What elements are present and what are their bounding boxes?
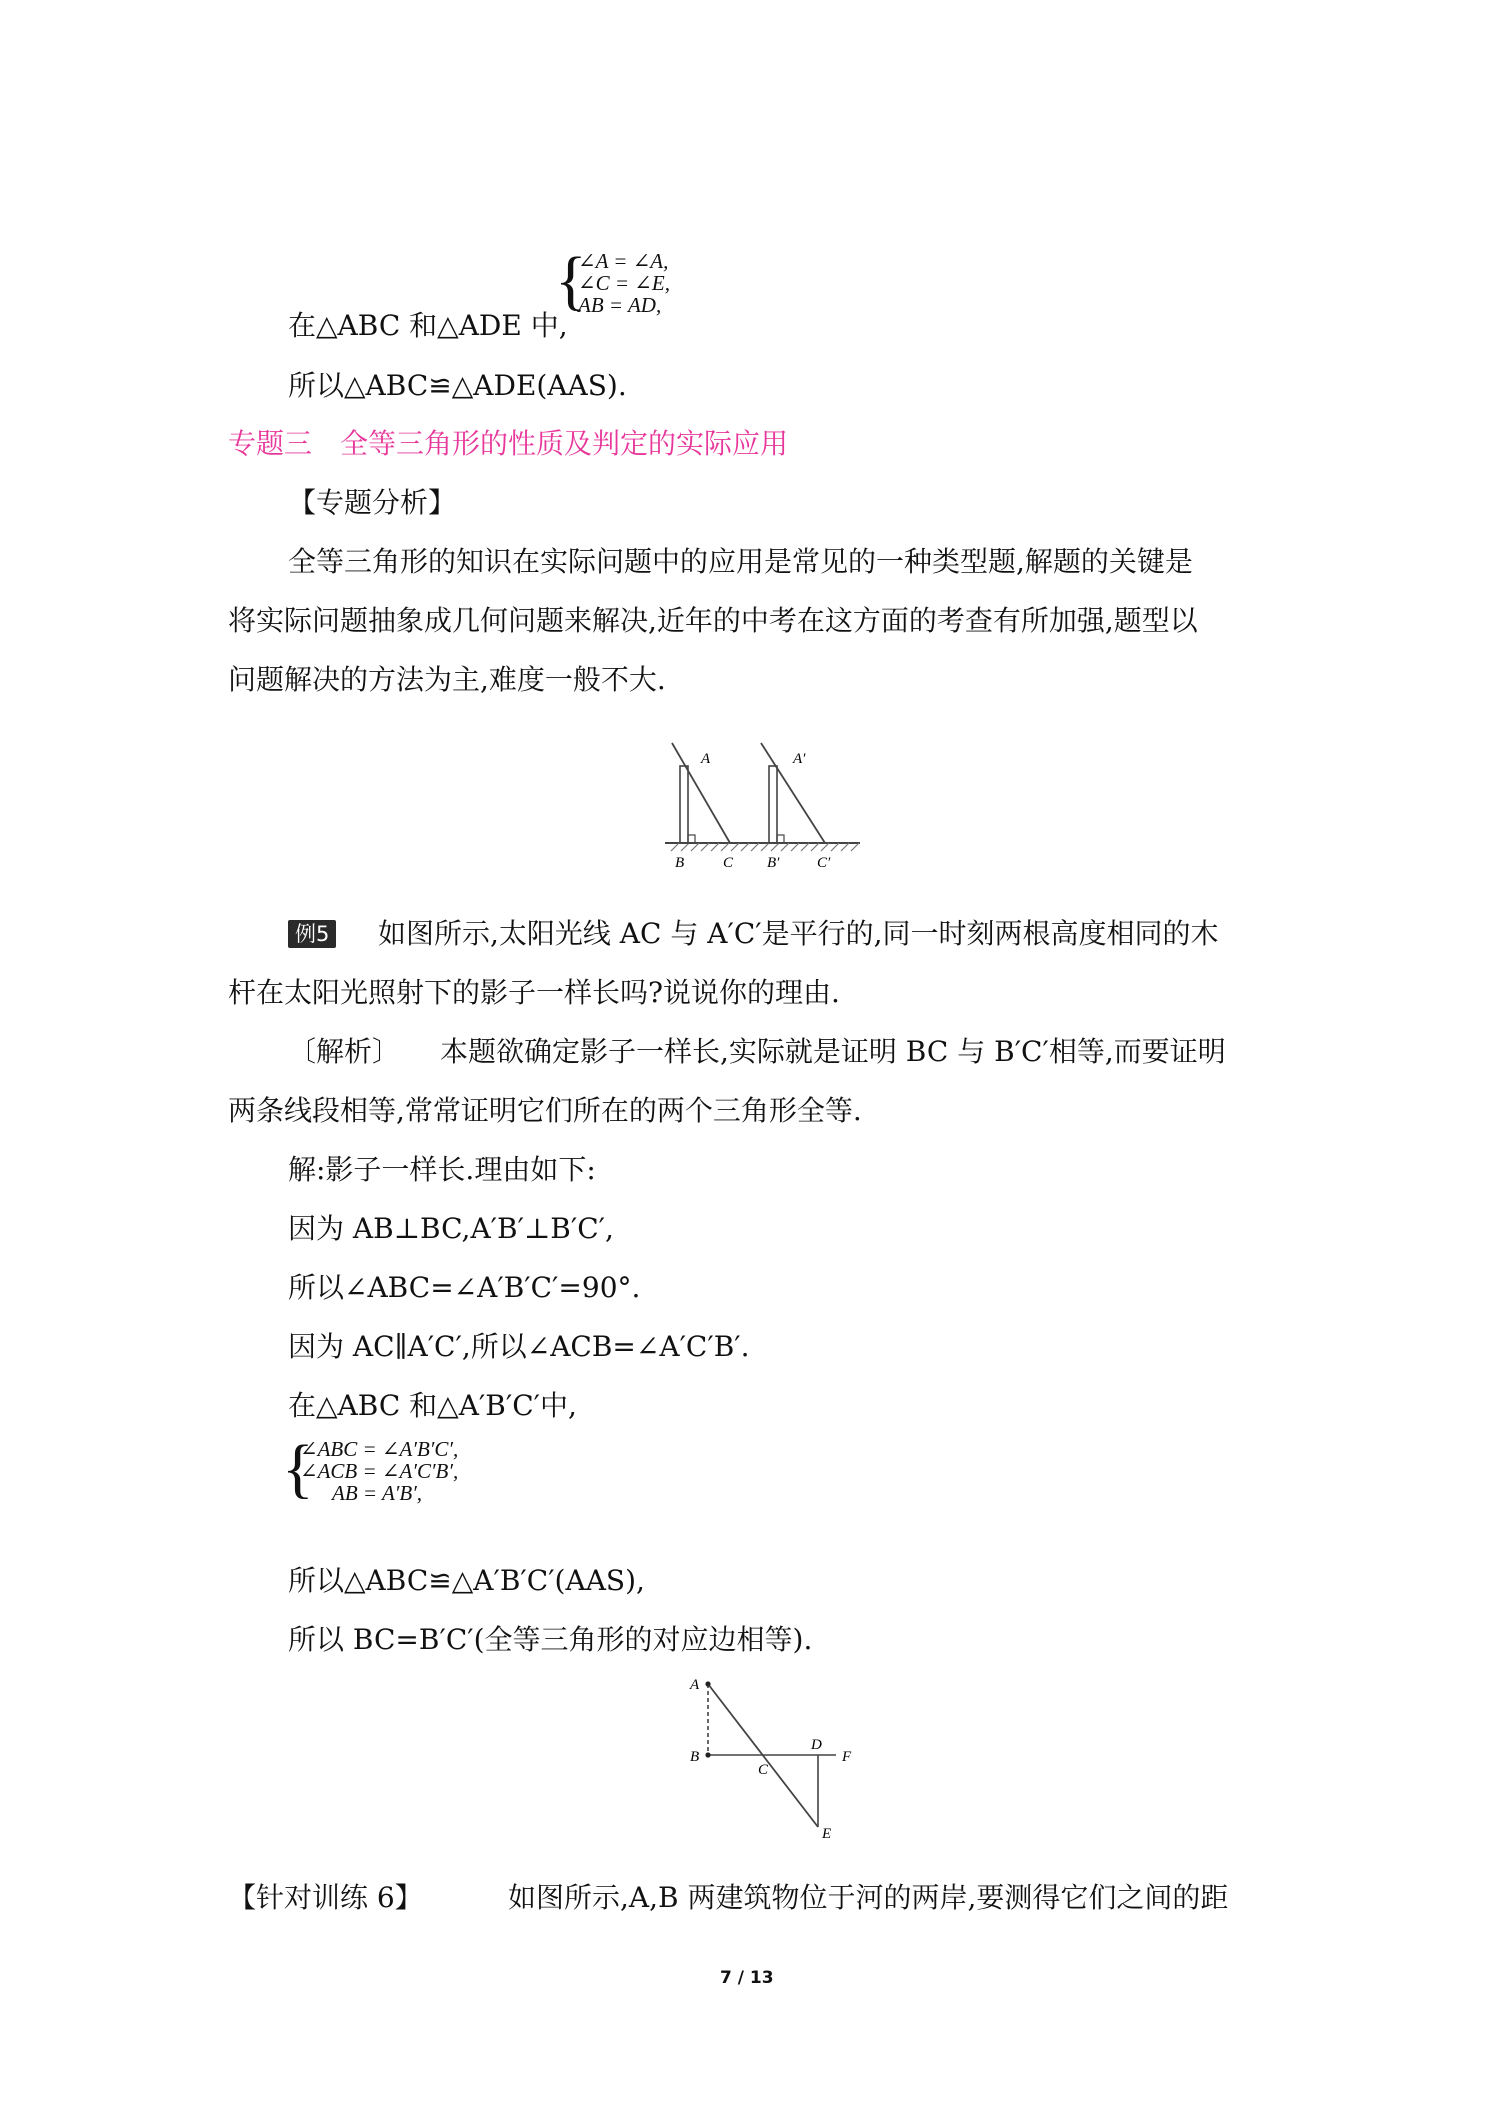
text-line: 所以△ABC≌△ADE(AAS).	[288, 369, 627, 402]
conclusion-line: 所以 BC=B′C′(全等三角形的对应边相等).	[288, 1623, 813, 1656]
point-label: A	[690, 1677, 700, 1693]
brace: {	[555, 244, 587, 317]
analysis-line: 两条线段相等,常常证明它们所在的两个三角形全等.	[228, 1094, 862, 1127]
equation-line: AB = A′B′,	[332, 1481, 423, 1505]
equation-system-1	[578, 250, 670, 316]
solution-line: 解:影子一样长.理由如下:	[288, 1153, 596, 1186]
point-label: A′	[793, 751, 806, 767]
solution-line: 因为 AC∥A′C′,所以∠ACB=∠A′C′B′.	[288, 1330, 750, 1363]
example-line: 如图所示,太阳光线 AC 与 A′C′是平行的,同一时刻两根高度相同的木	[378, 917, 1219, 950]
page-number: 7 / 13	[720, 1968, 774, 1988]
point-label: B	[690, 1749, 700, 1765]
brace: {	[282, 1432, 314, 1505]
shadow-figure	[665, 733, 865, 873]
point-label: A	[701, 751, 711, 767]
point-label: F	[842, 1749, 852, 1765]
point-label: C′	[817, 855, 831, 871]
equation-line: ∠ABC = ∠A′B′C′,	[300, 1437, 459, 1461]
equation-line: ∠ACB = ∠A′C′B′,	[300, 1459, 459, 1483]
example-line: 杆在太阳光照射下的影子一样长吗?说说你的理由.	[228, 976, 840, 1009]
conclusion-line: 所以△ABC≌△A′B′C′(AAS),	[288, 1564, 645, 1597]
equation-line: AB = AD,	[578, 293, 662, 317]
solution-line: 因为 AB⊥BC,A′B′⊥B′C′,	[288, 1212, 614, 1245]
equation-line: ∠C = ∠E,	[578, 271, 670, 295]
equation-system-2	[300, 1438, 458, 1504]
point-label: E	[822, 1826, 832, 1842]
solution-line: 在△ABC 和△A′B′C′中,	[288, 1389, 577, 1422]
point-label: C	[723, 855, 734, 871]
paragraph-line: 问题解决的方法为主,难度一般不大.	[228, 663, 666, 696]
point-label: B	[675, 855, 685, 871]
analysis-label: 〔解析〕	[288, 1035, 401, 1068]
point-label: C	[758, 1762, 769, 1778]
solution-line: 所以∠ABC=∠A′B′C′=90°.	[288, 1271, 641, 1304]
river-figure	[688, 1672, 878, 1842]
example-title-row	[288, 915, 336, 948]
analysis-label: 【专题分析】	[288, 486, 457, 519]
training-line: 如图所示,A,B 两建筑物位于河的两岸,要测得它们之间的距	[508, 1881, 1229, 1914]
text-line: 在△ABC 和△ADE 中,	[288, 309, 568, 342]
training-label: 【针对训练 6】	[228, 1881, 423, 1914]
paragraph-line: 全等三角形的知识在实际问题中的应用是常见的一种类型题,解题的关键是	[288, 545, 1193, 578]
section-heading: 专题三 全等三角形的性质及判定的实际应用	[228, 427, 789, 460]
analysis-line: 本题欲确定影子一样长,实际就是证明 BC 与 B′C′相等,而要证明	[440, 1035, 1226, 1068]
paragraph-line: 将实际问题抽象成几何问题来解决,近年的中考在这方面的考查有所加强,题型以	[228, 604, 1198, 637]
equation-line: ∠A = ∠A,	[578, 249, 669, 273]
point-label: D	[811, 1737, 822, 1753]
point-label: B′	[767, 855, 780, 871]
example-badge: 例5	[288, 920, 336, 948]
